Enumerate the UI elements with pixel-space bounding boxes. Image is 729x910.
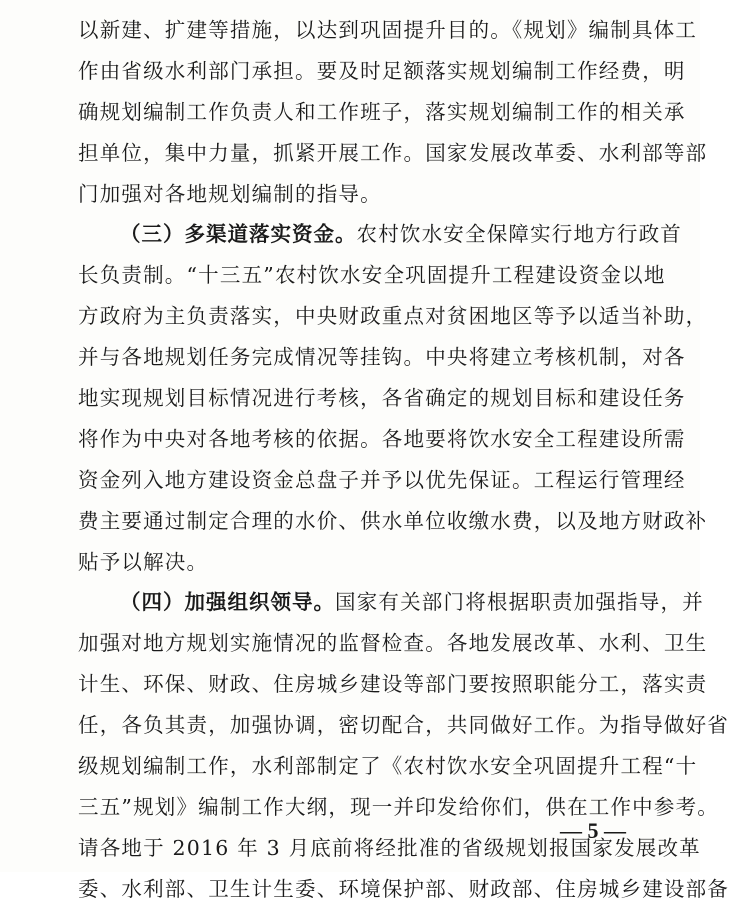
- paragraph-1-line: 确规划编制工作负责人和工作班子，落实规划编制工作的相关承: [78, 99, 686, 124]
- section-3-line: 长负责制。“十三五”农村饮水安全巩固提升工程建设资金以地: [78, 263, 666, 288]
- section-3-line: 将作为中央对各地考核的依据。各地要将饮水安全工程建设所需: [78, 426, 686, 451]
- section-4-line: 委、水利部、卫生计生委、环境保护部、财政部、住房城乡建设部备: [78, 876, 729, 901]
- section-3-line: 地实现规划目标情况进行考核，各省确定的规划目标和建设任务: [78, 386, 686, 411]
- paragraph-1-line: 作由省级水利部门承担。要及时足额落实规划编制工作经费，明: [78, 58, 686, 83]
- section-3-line: 费主要通过制定合理的水价、供水单位收缴水费，以及地方财政补: [78, 508, 708, 533]
- paragraph-1-line: 以新建、扩建等措施，以达到巩固提升目的。《规划》编制具体工: [78, 18, 698, 42]
- section-3-heading: （三）多渠道落实资金。: [120, 222, 357, 247]
- section-3-first-line: [78, 214, 682, 255]
- section-4-first-line: [78, 582, 704, 623]
- section-4-line: 三五”规划》编制工作大纲，现一并印发给你们，供在工作中参考。: [78, 794, 719, 819]
- section-3-line: 资金列入地方建设资金总盘子并予以优先保证。工程运行管理经: [78, 467, 686, 492]
- paragraph-1-line: 门加强对各地规划编制的指导。: [78, 181, 382, 206]
- paragraph-1-line: 担单位，集中力量，抓紧开展工作。国家发展改革委、水利部等部: [78, 140, 708, 165]
- section-4-line: 加强对地方规划实施情况的监督检查。各地发展改革、水利、卫生: [78, 631, 708, 656]
- section-4-line: 级规划编制工作，水利部制定了《农村饮水安全巩固提升工程“十: [78, 754, 698, 779]
- body-text: [78, 10, 729, 910]
- page-number: — 5 —: [560, 818, 626, 843]
- section-4-first-line-text: 国家有关部门将根据职责加强指导，并: [335, 590, 704, 615]
- section-3-first-line-text: 农村饮水安全保障实行地方行政首: [356, 222, 682, 247]
- section-3-line: 贴予以解决。: [78, 549, 209, 574]
- section-4-line: 计生、环保、财政、住房城乡建设等部门要按照职能分工，落实责: [78, 672, 708, 697]
- section-4-heading: （四）加强组织领导。: [120, 590, 335, 615]
- section-3-line: 方政府为主负责落实，中央财政重点对贫困地区等予以适当补助，: [78, 304, 708, 329]
- section-4-line: 请各地于 2016 年 3 月底前将经批准的省级规划报国家发展改革: [78, 835, 701, 860]
- section-3-line: 并与各地规划任务完成情况等挂钩。中央将建立考核机制，对各: [78, 345, 686, 370]
- section-4-line: 任，各负其责，加强协调，密切配合，共同做好工作。为指导做好省: [78, 713, 729, 738]
